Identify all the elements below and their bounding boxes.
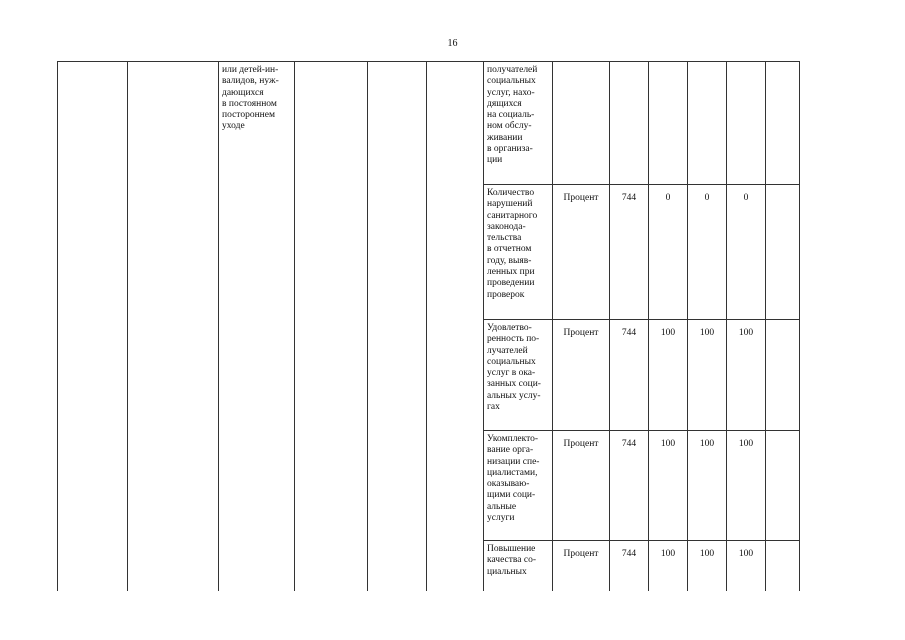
empty-cell xyxy=(766,62,800,185)
okei-code-cell: 744 xyxy=(610,541,649,591)
value-cell: 0 xyxy=(727,185,766,320)
unit-cell: Процент xyxy=(553,541,610,591)
value-cell xyxy=(688,62,727,185)
empty-cell xyxy=(766,320,800,431)
indicator-name-cell: получателей социальных услуг, нахо- дящихся на социаль- ном обслу- живании в организа- ции xyxy=(484,62,553,185)
unit-cell xyxy=(553,62,610,185)
unit-cell: Процент xyxy=(553,185,610,320)
table-row xyxy=(58,62,800,185)
empty-cell xyxy=(368,62,427,591)
value-cell xyxy=(649,62,688,185)
value-cell: 100 xyxy=(688,431,727,541)
okei-code-cell: 744 xyxy=(610,185,649,320)
empty-cell xyxy=(295,62,368,591)
value-cell: 100 xyxy=(727,431,766,541)
value-cell: 100 xyxy=(727,541,766,591)
okei-code-cell xyxy=(610,62,649,185)
service-description-cell: или детей-ин- валидов, нуж- дающихся в постоянном постороннем уходе xyxy=(219,62,295,591)
empty-cell xyxy=(766,431,800,541)
value-cell xyxy=(727,62,766,185)
indicator-name-cell: Укомплекто- вание орга- низации спе- циалистами, оказываю- щими соци- альные услуги xyxy=(484,431,553,541)
page-number: 16 xyxy=(447,38,458,49)
value-cell: 0 xyxy=(688,185,727,320)
empty-cell xyxy=(766,185,800,320)
indicator-name-cell: Повышение качества со- циальных xyxy=(484,541,553,591)
value-cell: 100 xyxy=(688,541,727,591)
okei-code-cell: 744 xyxy=(610,320,649,431)
value-cell: 100 xyxy=(649,541,688,591)
empty-cell xyxy=(427,62,484,591)
value-cell: 100 xyxy=(649,320,688,431)
service-quality-table xyxy=(57,61,800,591)
value-cell: 0 xyxy=(649,185,688,320)
okei-code-cell: 744 xyxy=(610,431,649,541)
indicator-name-cell: Количество нарушений санитарного законода- тельства в отчетном году, выяв- ленных при проведении проверок xyxy=(484,185,553,320)
empty-cell xyxy=(766,541,800,591)
value-cell: 100 xyxy=(649,431,688,541)
indicator-name-cell: Удовлетво- ренность по- лучателей социальных услуг в ока- занных соци- альных услу- гах xyxy=(484,320,553,431)
value-cell: 100 xyxy=(727,320,766,431)
value-cell: 100 xyxy=(688,320,727,431)
empty-cell xyxy=(128,62,219,591)
unit-cell: Процент xyxy=(553,431,610,541)
unit-cell: Процент xyxy=(553,320,610,431)
empty-cell xyxy=(58,62,128,591)
